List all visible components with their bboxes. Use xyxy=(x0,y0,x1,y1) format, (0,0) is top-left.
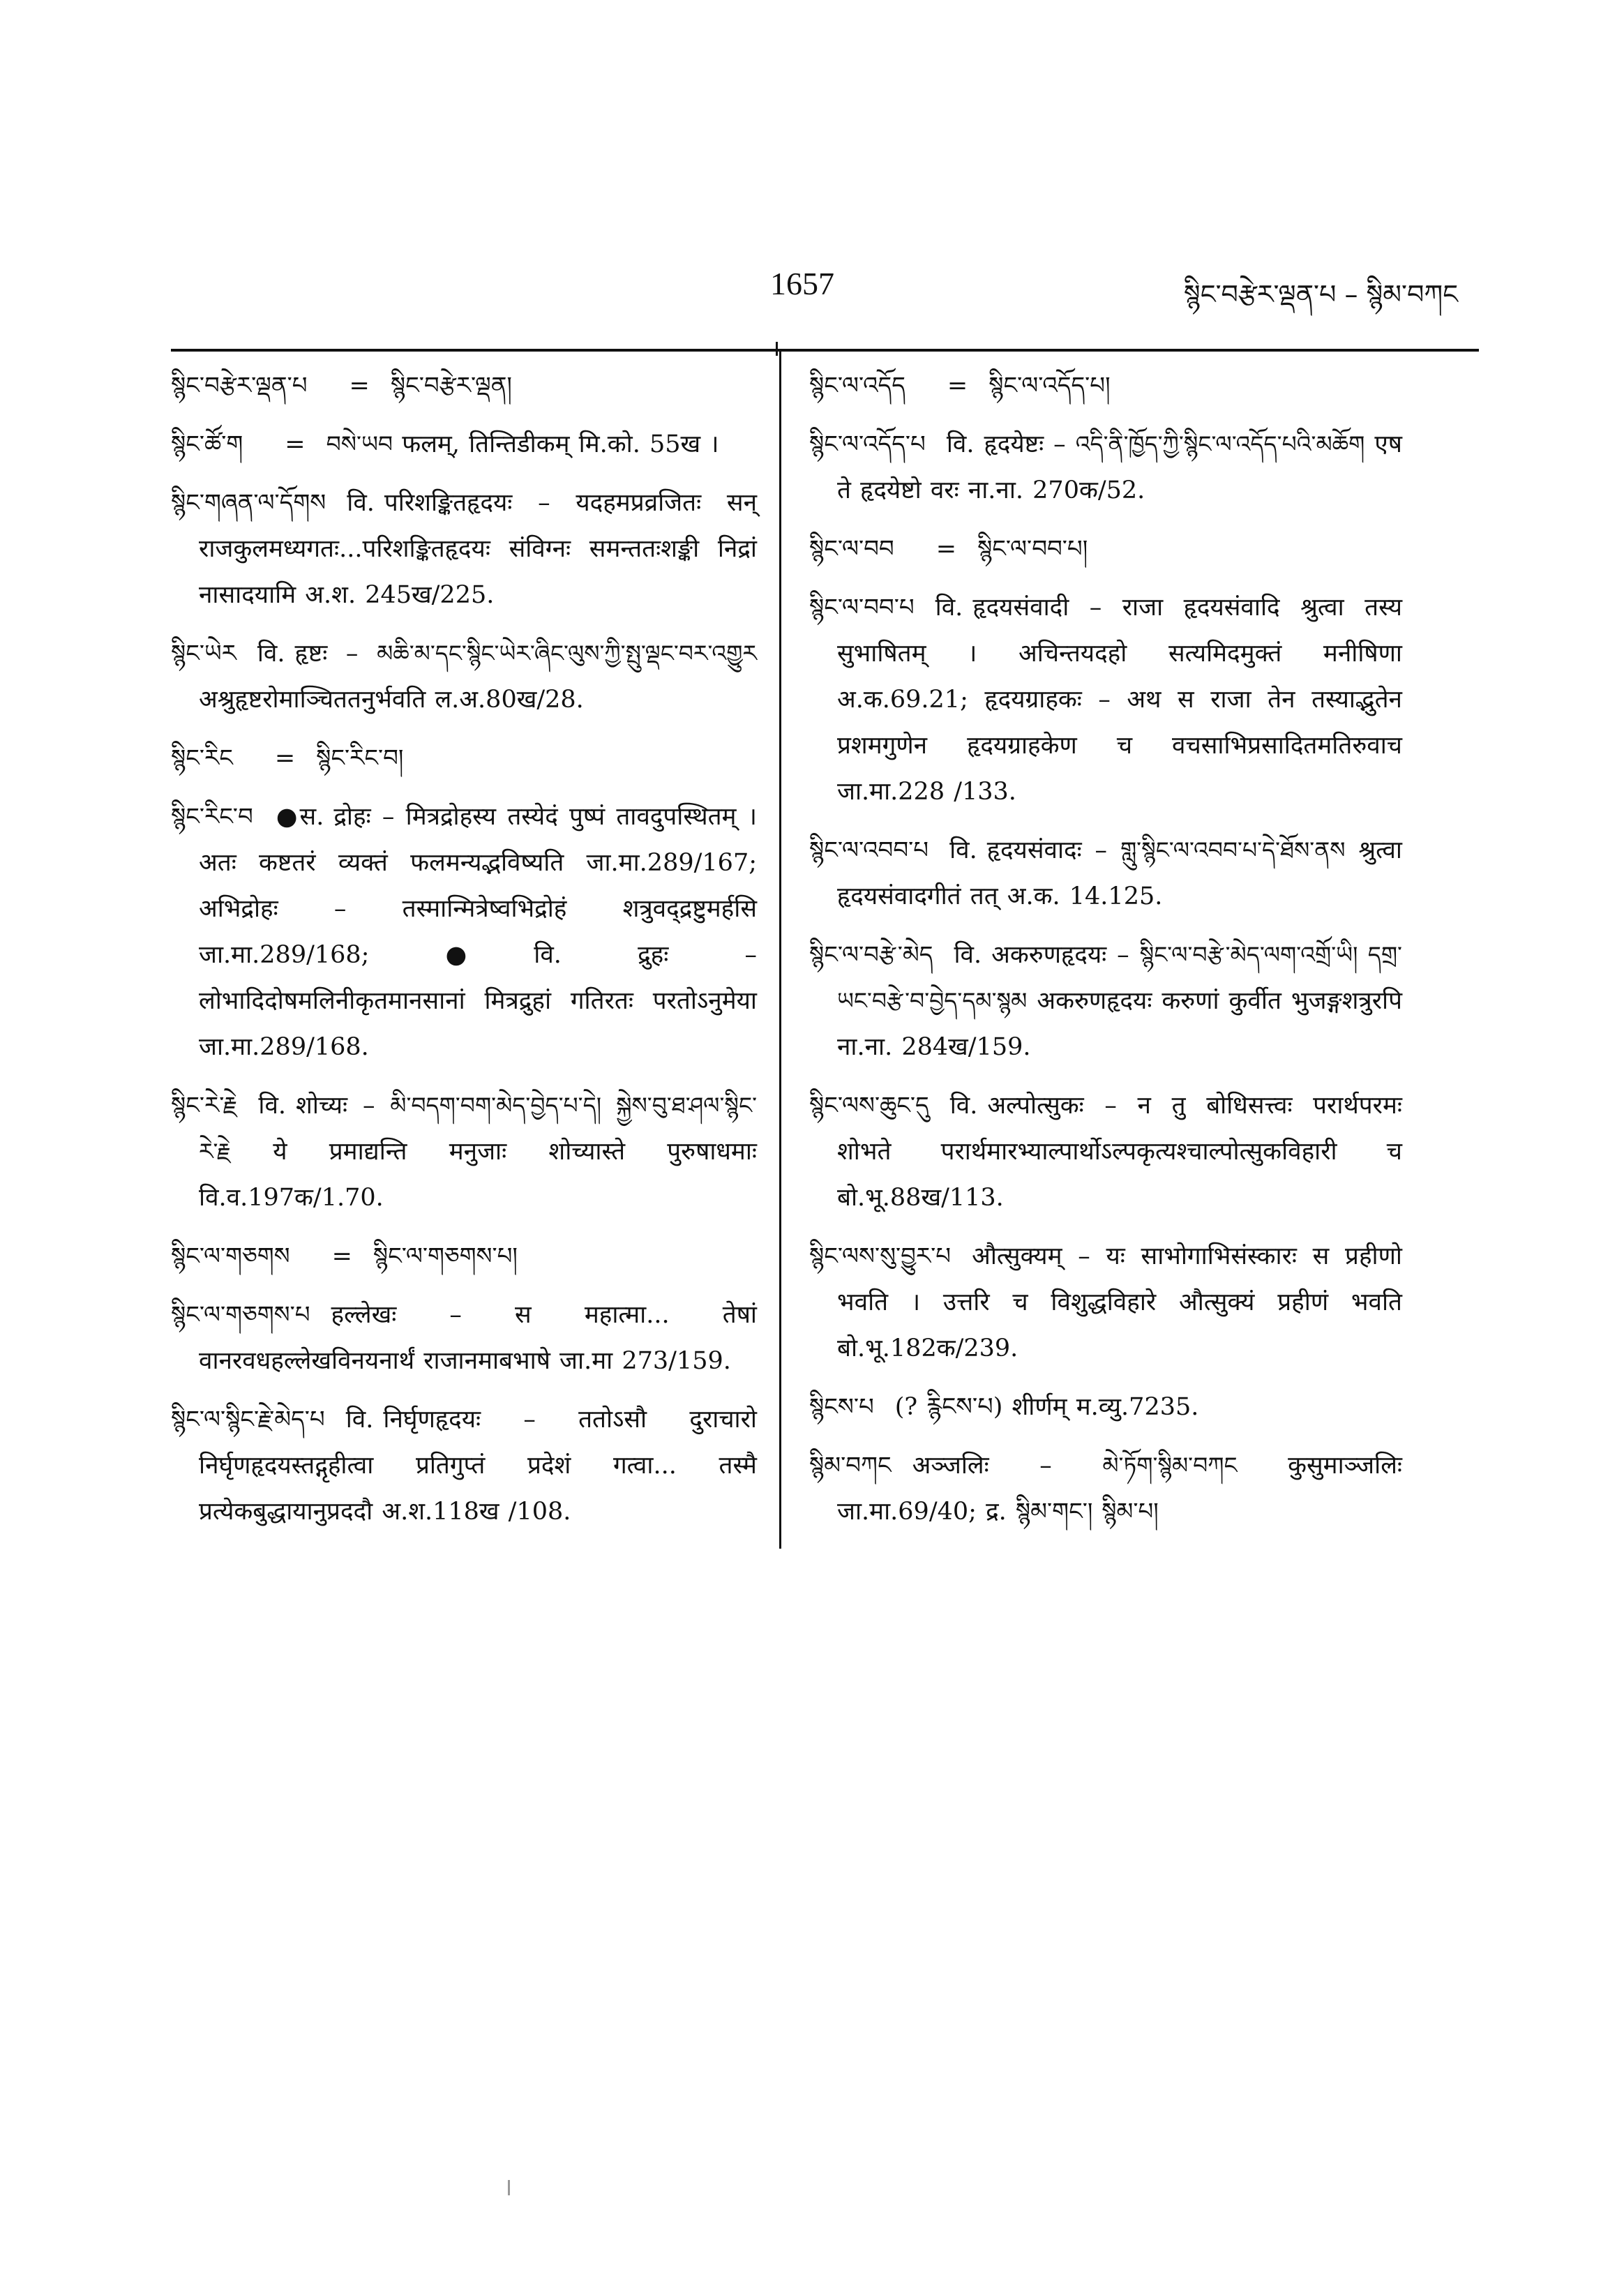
sanskrit-quotation: श्रुत्वा हृदयसंवादगीतं तत् अ.क. 14.125. xyxy=(837,836,1402,910)
cross-reference: སྙིང་ལ་བབ་པ། xyxy=(977,535,1088,563)
sanskrit-quotation: अश्रुहृष्टरोमाञ्चिततनुर्भवति ल.अ.80ख/28. xyxy=(199,686,584,714)
headword: སྙིང་ལས་སུ་བྱུར་པ xyxy=(809,1242,952,1270)
grammar-label: वि. xyxy=(345,1406,374,1434)
sanskrit-quotation: एष ते हृदयेष्टो वरः ना.ना. 270क/52. xyxy=(837,430,1402,504)
grammar-label: वि. xyxy=(257,640,285,668)
dictionary-entry xyxy=(171,1233,757,1279)
sanskrit-definition: परिशङ्कितहृदयः – यदहमप्रव्रजितः सन् राजकुलमध्यगतः...परिशङ्कितहृदयः संविग्नः समन्ततःशङ्की निद्रां नासादयामि अ.श. 245ख/225. xyxy=(199,489,757,609)
sanskrit-quotation: अकरुणहृदयः करुणां कुर्वीत भुजङ्गशत्रुरपि ना.ना. 284ख/159. xyxy=(837,987,1402,1061)
sanskrit-definition: औत्सुक्यम् – यः साभोगाभिसंस्कारः स प्रहीणो भवति । उत्तरि च विशुद्धविहारे औत्सुक्यं प्रहीणं भवति बो.भू.182क/239. xyxy=(837,1242,1402,1362)
sanskrit-definition: हृदयसंवादः – xyxy=(986,836,1108,864)
dictionary-entry xyxy=(809,526,1402,572)
headword: སྙིང་ལ་འབབ་པ xyxy=(809,836,929,864)
dictionary-entry xyxy=(809,1443,1402,1535)
sanskrit-definition: अञ्जलिः – xyxy=(912,1452,1052,1480)
dictionary-entry xyxy=(171,1083,757,1221)
tibetan-quotation: མེ་ཏོག་སྙིམ་བཀང xyxy=(1102,1452,1238,1479)
headword: སྙིང་ལ་འདོད xyxy=(809,372,905,400)
dictionary-entry xyxy=(171,421,757,467)
headword: སྙིང་ལ་བརྩེ་མེད xyxy=(809,941,933,969)
sanskrit-definition: (? རྙིངས་པ) शीर्णम् म.व्यु.7235. xyxy=(894,1393,1199,1421)
dictionary-entry xyxy=(809,585,1402,815)
dictionary-entry xyxy=(809,827,1402,919)
cross-reference: སྙིམ་གང་། སྙིམ་པ། xyxy=(1015,1498,1159,1526)
headword: སྙིམ་བཀང xyxy=(809,1452,892,1480)
running-head: སྙིང་བརྩེར་ལྡན་པ – སྙིམ་བཀང xyxy=(1183,279,1458,310)
headword: སྙིང་གཞན་ལ་དོགས xyxy=(171,489,326,517)
sanskrit-definition: निर्घृणहृदयः – ततोऽसौ दुराचारो निर्घृणहृदयस्तद्गृहीत्वा प्रतिगुप्तं प्रदेशं गत्वा... तस्मै प्रत्येकबुद्धायानुप्रददौ अ.श.118ख /108. xyxy=(199,1406,757,1526)
dictionary-entry xyxy=(809,363,1402,409)
scan-artifact xyxy=(508,2180,510,2195)
headword: སྙིང་ལས་ཆུང་དུ xyxy=(809,1092,929,1120)
dictionary-entry xyxy=(171,480,757,618)
dictionary-entry xyxy=(809,1233,1402,1371)
sanskrit-definition: हल्लेखः – स महात्मा... तेषां वानरवधहल्लेखविनयनार्थं राजानमाबभाषे जा.मा 273/159. xyxy=(199,1301,757,1375)
grammar-label: वि. xyxy=(347,489,375,517)
grammar-label: ●स. xyxy=(273,803,324,831)
equals-sign: = xyxy=(349,372,370,400)
grammar-label: वि. xyxy=(954,941,982,969)
headword: སྙིང་བརྩེར་ལྡན་པ xyxy=(171,372,308,400)
headword: སྙིང་ལ་འདོད་པ xyxy=(809,430,926,458)
tibetan-quotation: མི་བདག་བག་མེད་བྱེད་པ་དེ། སྐྱེས་བུ་ཐ་ཤལ་སྙིང་རེ་རྗེ xyxy=(199,1092,757,1165)
dictionary-entry xyxy=(171,794,757,1070)
headword: སྙིང་རིང xyxy=(171,744,233,772)
dictionary-entry xyxy=(171,631,757,723)
headword: སྙིང་ལ་བབ་པ xyxy=(809,594,915,622)
sanskrit-definition: हृष्टः – xyxy=(294,640,359,668)
sanskrit-definition: हृदयसंवादी – राजा हृदयसंवादि श्रुत्वा तस्य सुभाषितम् । अचिन्तयदहो सत्यमिदमुक्तं मनीषिणा अ.क.69.21; हृदयग्राहकः – अथ स राजा तेन तस्याद्भुतेन प्रशमगुणेन हृदयग्राहकेण च वचसाभिप्रसादितमतिरुवाच जा.मा.228 /133. xyxy=(837,594,1402,806)
headword: སྙིང་ལ་གཅགས xyxy=(171,1242,290,1270)
grammar-label: वि. xyxy=(258,1092,287,1120)
sanskrit-quotation: ये प्रमाद्यन्ति मनुजाः शोच्यास्ते पुरुषाधमाः वि.व.197क/1.70. xyxy=(199,1138,757,1212)
sanskrit-definition: फलम्, तिन्तिडीकम् मि.को. 55ख । xyxy=(402,430,719,458)
sanskrit-definition: द्रोहः – मित्रद्रोहस्य तस्येदं पुष्पं तावदुपस्थितम् । अतः कष्टतरं व्यक्तं फलमन्यद्भविष्यति जा.मा.289/167; अभिद्रोहः – तस्मान्मित्रेष्वभिद्रोहं शत्रुवद्द्रष्टुमर्हसि जा.मा.289/168; ●वि. द्रुहः – लोभादिदोषमलिनीकृतमानसानां मित्रद्रुहां गतिरतः परतोऽनुमेया जा.मा.289/168. xyxy=(199,803,758,1061)
equals-sign: = xyxy=(947,372,968,400)
headword: སྙིང་ལ་བབ xyxy=(809,535,894,563)
headword: སྙིང་ལ་གཅགས་པ xyxy=(171,1301,310,1329)
dictionary-entry xyxy=(171,1292,757,1384)
column-divider xyxy=(779,349,781,1549)
dictionary-entry xyxy=(809,932,1402,1070)
sanskrit-quotation: कुसुमाञ्जलिः जा.मा.69/40; द्र. xyxy=(837,1452,1402,1526)
headword: སྙིངས་པ xyxy=(809,1393,874,1421)
dictionary-entry xyxy=(809,421,1402,513)
right-column xyxy=(809,363,1402,1547)
equals-sign: = xyxy=(935,535,957,563)
tibetan-quotation: གླུ་སྙིང་ལ་འབབ་པ་དེ་ཐོས་ནས xyxy=(1120,836,1346,864)
headword: སྙིང་རིང་བ xyxy=(171,803,253,831)
dictionary-entry xyxy=(809,1384,1402,1430)
equals-sign: = xyxy=(274,744,296,772)
grammar-label: वि. xyxy=(949,1092,978,1120)
headword: སྙིང་རེ་རྗེ xyxy=(171,1092,238,1120)
sanskrit-definition: अकरुणहृदयः – xyxy=(991,941,1129,969)
headword: སྙིང་ཚོ་ག xyxy=(171,430,243,458)
tibetan-quotation: སྙིང་ལ་བརྩེ་མེད་ལག་འགྲོ་ཡི། དགྲ་ཡང་བརྩེ་བ་བྱེད་དམ་སྙམ xyxy=(837,941,1402,1014)
cross-reference: སྙིང་རིང་བ། xyxy=(316,744,404,772)
cross-reference: སྙིང་ལ་འདོད་པ། xyxy=(988,372,1111,400)
dictionary-entry xyxy=(171,363,757,409)
grammar-label: वि. xyxy=(949,836,977,864)
sanskrit-definition: शोच्यः – xyxy=(296,1092,375,1120)
headword: སྙིང་ཡེར xyxy=(171,640,236,668)
equals-sign: = xyxy=(331,1242,352,1270)
sanskrit-definition: अल्पोत्सुकः – न तु बोधिसत्त्वः परार्थपरमः शोभते परार्थमारभ्याल्पार्थोऽल्पकृत्यश्चाल्पोत्सुकविहारी च बो.भू.88ख/113. xyxy=(837,1092,1402,1212)
dictionary-entry xyxy=(809,1083,1402,1221)
cross-reference: སྙིང་ལ་གཅགས་པ། xyxy=(373,1242,518,1270)
grammar-label: वि. xyxy=(935,594,963,622)
headword: སྙིང་ལ་སྙིང་རྗེ་མེད་པ xyxy=(171,1406,325,1434)
top-rule xyxy=(171,349,1479,352)
sanskrit-definition: हृदयेष्टः – xyxy=(984,430,1066,458)
left-column xyxy=(171,363,757,1547)
dictionary-entry xyxy=(171,735,757,781)
cross-reference: སྙིང་བརྩེར་ལྡན། xyxy=(390,372,512,400)
equals-sign: = xyxy=(285,430,306,458)
page-number: 1657 xyxy=(770,266,834,301)
tibetan-gloss: བསེ་ཡབ xyxy=(326,430,393,458)
grammar-label: वि. xyxy=(946,430,975,458)
tibetan-quotation: འདི་ནི་ཁྱོད་ཀྱི་སྙིང་ལ་འདོད་པའི་མཆོག xyxy=(1075,430,1365,458)
dictionary-entry xyxy=(171,1397,757,1535)
tibetan-quotation: མཆི་མ་དང་སྙིང་ཡེར་ཞིང་ལུས་ཀྱི་སྤུ་ལྡང་བར་འགྱུར xyxy=(377,640,757,667)
